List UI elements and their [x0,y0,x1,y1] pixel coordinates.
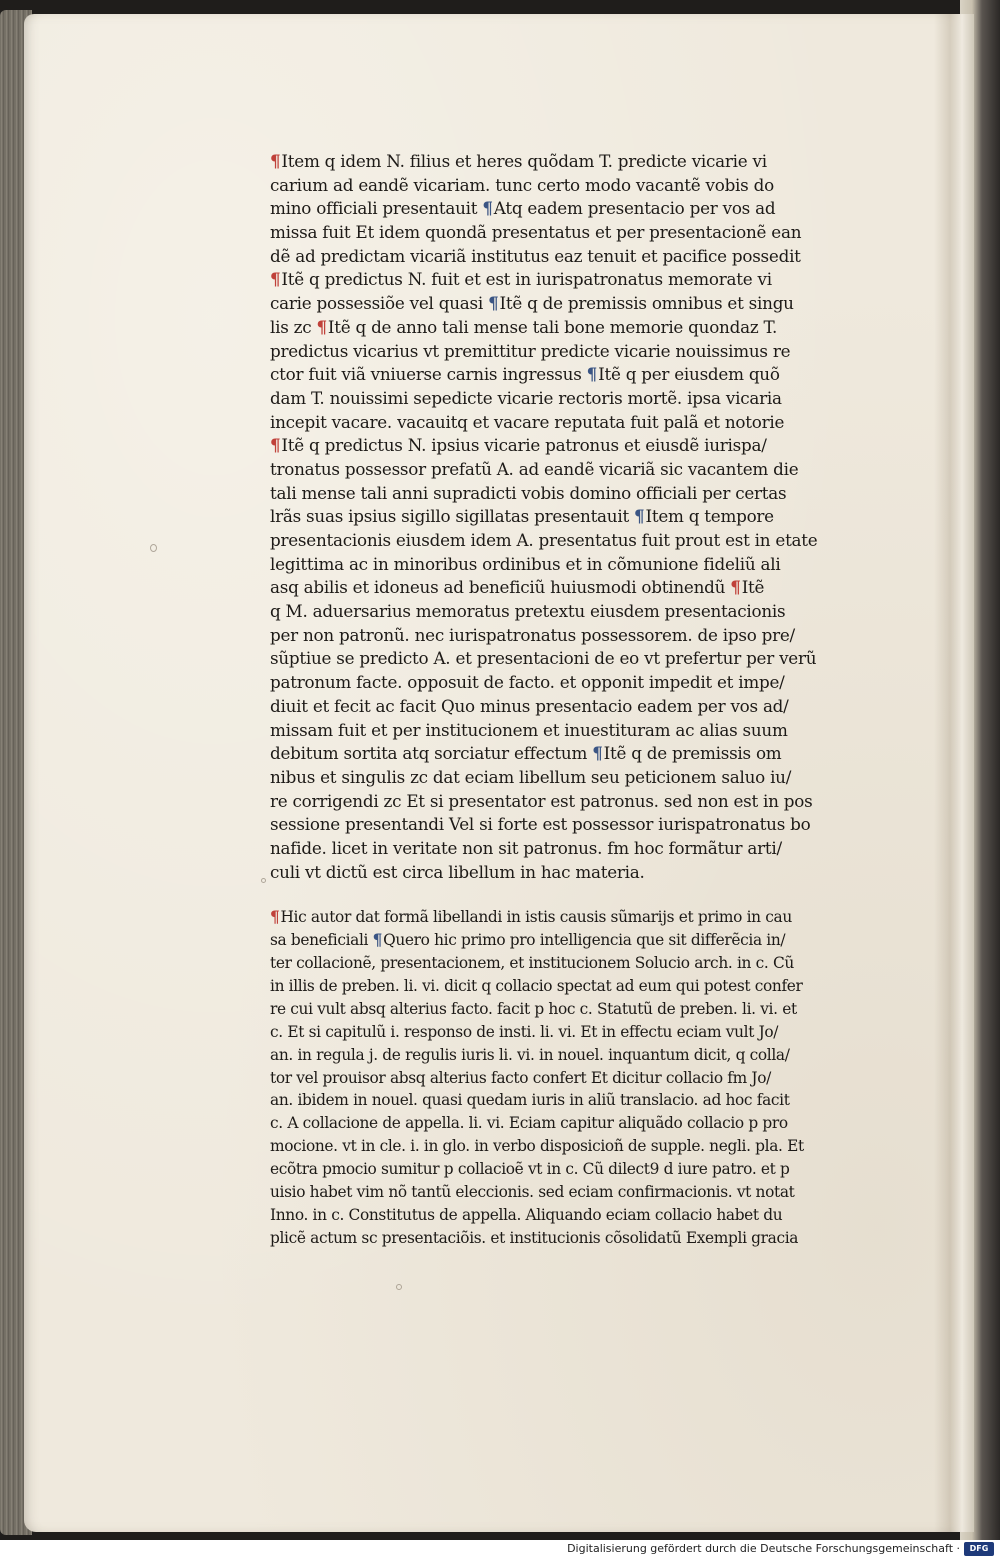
line-text: missam fuit et per institucionem et inuestituram ac alias suum [270,719,788,740]
text-line [270,671,870,695]
line-text: nibus et singulis zc dat eciam libellum seu peticionem saluo iu/ [270,766,792,787]
line-text: re cui vult absq alterius facto. facit p hoc c. Statutũ de preben. li. vi. et [270,999,797,1018]
rubric-pilcrow: ¶ [270,908,280,927]
text-line [270,150,870,174]
text-line [270,813,870,837]
text-line [270,975,870,998]
line-text: asq abilis et idoneus ad beneficiũ huiusmodi obtinendũ [270,577,726,598]
line-text: lrãs suas ipsius sigillo sigillatas presentauit [270,506,629,527]
line-text: Itẽ q de premissis om [603,743,782,764]
line-text: lis zc [270,316,312,337]
text-line [270,719,870,743]
line-text: tor vel prouisor absq alterius facto confert Et dicitur collacio fm Jo/ [270,1068,771,1087]
rubric-pilcrow: ¶ [316,316,327,337]
line-text: sessione presentandi Vel si forte est possessor iurispatronatus bo [270,814,811,835]
footer-bar [0,1540,1000,1559]
text-line [270,292,870,316]
rubric-pilcrow: ¶ [270,151,281,171]
text-line [270,482,870,506]
text-line [270,221,870,245]
line-text: diuit et fecit ac facit Quo minus presentacio eadem per vos ad/ [270,695,789,716]
line-text: sũptiue se predicto A. et presentacioni de eo vt prefertur per verũ [270,648,817,669]
text-line [270,529,870,553]
text-line [270,766,870,790]
paper-speck [396,1284,402,1290]
line-text: carium ad eandẽ vicariam. tunc certo modo vacantẽ vobis do [270,174,774,195]
text-line [270,837,870,861]
line-text: Itẽ q de premissis omnibus et singu [499,293,794,314]
text-line [270,316,870,340]
line-text: mino officiali presentauit [270,198,478,219]
text-line [270,952,870,975]
paragraph-articles [270,150,870,884]
line-text: tronatus possessor prefatũ A. ad eandẽ vicariã sic vacantem die [270,458,799,479]
line-text: patronum facte. opposuit de facto. et opponit impedit et impe/ [270,672,785,693]
text-line [270,576,870,600]
line-text: Hic autor dat formã libellandi in istis causis sũmarijs et primo in cau [280,908,792,927]
line-text: Itẽ q predictus N. fuit et est in iurispatronatus memorate vi [281,269,772,290]
line-text: re corrigendi zc Et si presentator est patronus. sed non est in pos [270,790,813,811]
funding-credit: Digitalisierung gefördert durch die Deutsche Forschungsgemeinschaft · [567,1542,960,1555]
line-text: dam T. nouissimi sepedicte vicarie rectoris mortẽ. ipsa vicaria [270,387,782,408]
text-line [270,505,870,529]
paragraph-commentary [270,906,870,1249]
text-line [270,742,870,766]
line-text: Item q tempore [645,506,774,527]
text-line [270,861,870,885]
text-line [270,695,870,719]
line-text: legittima ac in minoribus ordinibus et in cõmunione fideliũ ali [270,553,781,574]
line-text: per non patronũ. nec iurispatronatus possessorem. de ipso pre/ [270,624,795,645]
text-line [270,1067,870,1090]
line-text: Quero hic primo pro intelligencia que sit differẽcia in/ [383,931,786,950]
text-line [270,600,870,624]
line-text: ecõtra pmocio sumitur p collacioẽ vt in c. Cũ dilect9 d iure patro. et p [270,1160,790,1179]
line-text: Atq eadem presentacio per vos ad [493,198,776,219]
text-line [270,458,870,482]
rubric-pilcrow: ¶ [592,743,603,764]
line-text: c. Et si capitulũ i. responso de insti. li. vi. Et in effectu eciam vult Jo/ [270,1022,779,1041]
rubric-pilcrow: ¶ [634,506,645,527]
text-line [270,1089,870,1112]
rubric-pilcrow: ¶ [270,435,281,456]
text-line [270,1158,870,1181]
dfg-logo: DFG [964,1542,994,1556]
text-line [270,929,870,952]
text-line [270,1112,870,1135]
line-text: ctor fuit viã vniuerse carnis ingressus [270,364,582,385]
rubric-pilcrow: ¶ [488,293,499,314]
line-text: culi vt dictũ est circa libellum in hac materia. [270,861,645,882]
line-text: plicẽ actum sc presentaciõis. et institucionis cõsolidatũ Exempli gracia [270,1228,799,1247]
paper-speck [150,544,157,552]
text-line [270,647,870,671]
text-line [270,624,870,648]
line-text: mocione. vt in cle. i. in glo. in verbo disposicioñ de supple. negli. pla. Et [270,1137,804,1156]
line-text: an. in regula j. de regulis iuris li. vi. in nouel. inquantum dicit, q colla/ [270,1045,790,1064]
paper-speck [261,878,266,883]
text-line [270,411,870,435]
line-text: presentacionis eiusdem idem A. presentatus fuit prout est in etate [270,530,818,550]
line-text: ter collacionẽ, presentacionem, et institucionem Solucio arch. in c. Cũ [270,954,794,973]
line-text: nafide. licet in veritate non sit patronus. fm hoc formãtur arti/ [270,837,782,858]
rubric-pilcrow: ¶ [372,931,383,950]
text-line [270,553,870,577]
page-gutter-fold [934,14,974,1532]
text-line [270,340,870,364]
text-line [270,245,870,269]
text-line [270,174,870,198]
text-line [270,1181,870,1204]
text-line [270,906,870,929]
text-line [270,998,870,1021]
text-line [270,790,870,814]
text-line [270,387,870,411]
line-text: Itẽ q predictus N. ipsius vicarie patronus et eiusdẽ iurispa/ [281,435,767,456]
line-text: c. A collacione de appella. li. vi. Eciam capitur aliquãdo collacio p pro [270,1114,788,1133]
rubric-pilcrow: ¶ [730,577,741,598]
line-text: carie possessiõe vel quasi [270,293,483,314]
text-line [270,363,870,387]
line-text: Item q idem N. filius et heres quõdam T. predicte vicarie vi [281,151,767,171]
line-text: tali mense tali anni supradicti vobis domino officiali per certas [270,482,787,503]
line-text: predictus vicarius vt premittitur predicte vicarie nouissimus re [270,340,791,361]
text-line [270,1227,870,1250]
text-line [270,1021,870,1044]
line-text: Inno. in c. Constitutus de appella. Aliquando eciam collacio habet du [270,1205,783,1224]
line-text: Itẽ [741,577,765,598]
line-text: debitum sortita atq sorciatur effectum [270,743,588,764]
rubric-pilcrow: ¶ [270,269,281,290]
text-line [270,1135,870,1158]
text-line [270,1204,870,1227]
line-text: q M. aduersarius memoratus pretextu eiusdem presentacionis [270,601,786,622]
line-text: uisio habet vim nõ tantũ eleccionis. sed eciam confirmacionis. vt notat [270,1183,795,1201]
incunable-text-block [270,150,870,1250]
line-text: dẽ ad predictam vicariã institutus eaz tenuit et pacifice possedit [270,245,801,266]
text-line [270,197,870,221]
text-line [270,268,870,292]
line-text: in illis de preben. li. vi. dicit q collacio spectat ad eum qui potest confer [270,976,803,995]
text-line [270,434,870,458]
rubric-pilcrow: ¶ [482,198,493,219]
line-text: sa beneficiali [270,931,369,950]
line-text: incepit vacare. vacauitq et vacare reputata fuit palã et notorie [270,411,785,432]
text-line [270,1044,870,1067]
line-text: an. ibidem in nouel. quasi quedam iuris in aliũ translacio. ad hoc facit [270,1091,790,1110]
line-text: Itẽ q per eiusdem quõ [598,364,780,385]
line-text: missa fuit Et idem quondã presentatus et per presentacionẽ ean [270,222,802,243]
rubric-pilcrow: ¶ [586,364,598,385]
line-text: Itẽ q de anno tali mense tali bone memorie quondaz T. [327,316,778,337]
